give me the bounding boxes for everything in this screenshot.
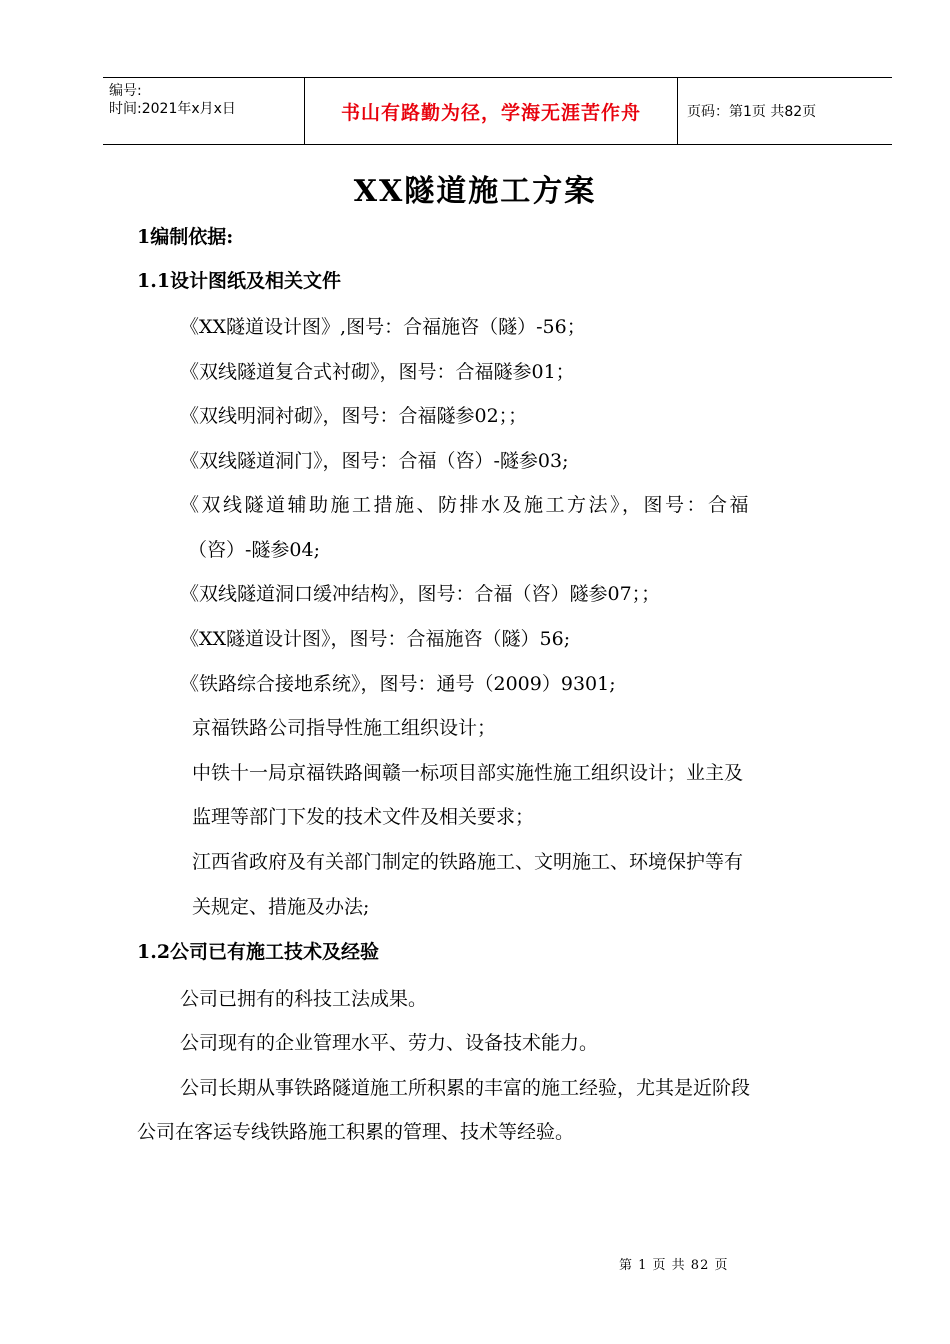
document-title: XX隧道施工方案 xyxy=(353,174,597,209)
paragraph-line: 公司长期从事铁路隧道施工所积累的丰富的施工经验，尤其是近阶段 xyxy=(180,1077,751,1099)
list-item-continued: 监理等部门下发的技术文件及相关要求； xyxy=(192,806,535,828)
list-item-continued: 关规定、措施及办法; xyxy=(192,896,370,918)
document-header xyxy=(103,77,892,145)
list-item: 《双线隧道复合式衬砌》，图号：合福隧参01； xyxy=(180,361,575,383)
number-label: 编号: xyxy=(109,83,142,99)
paragraph-line: 公司现有的企业管理水平、劳力、设备技术能力。 xyxy=(180,1032,599,1054)
list-item: 《双线明洞衬砌》，图号：合福隧参02；； xyxy=(180,405,528,427)
list-item-continued: （咨）-隧参04; xyxy=(188,539,320,561)
list-item: 《XX隧道设计图》，图号：合福施咨（隧）56; xyxy=(180,628,571,650)
subsection-heading: 1.2公司已有施工技术及经验 xyxy=(137,941,380,963)
list-item: 京福铁路公司指导性施工组织设计； xyxy=(192,717,497,739)
list-item: 江西省政府及有关部门制定的铁路施工、文明施工、环境保护等有 xyxy=(192,851,744,873)
list-item: 《双线隧道辅助施工措施、防排水及施工方法》，图号：合福 xyxy=(180,494,752,516)
time-label: 时间:2021年x月x日 xyxy=(109,101,236,117)
paragraph-line: 公司已拥有的科技工法成果。 xyxy=(180,988,428,1010)
page-footer: 第 1 页 共 82 页 xyxy=(619,1258,729,1273)
list-item: 《XX隧道设计图》,图号：合福施咨（隧）-56； xyxy=(180,316,586,338)
list-item: 《双线隧道洞门》，图号：合福（咨）-隧参03; xyxy=(180,450,569,472)
subsection-heading: 1.1设计图纸及相关文件 xyxy=(137,270,342,292)
paragraph-line: 公司在客运专线铁路施工积累的管理、技术等经验。 xyxy=(137,1121,575,1143)
header-divider xyxy=(677,78,678,144)
list-item: 《双线隧道洞口缓冲结构》，图号：合福（咨）隧参07；； xyxy=(180,583,661,605)
section-heading: 1编制依据: xyxy=(137,226,234,248)
header-motto: 书山有路勤为径，学海无涯苦作舟 xyxy=(340,101,641,124)
header-page-number: 页码：第1页 共82页 xyxy=(687,104,817,120)
header-meta xyxy=(109,82,236,118)
list-item: 中铁十一局京福铁路闽赣一标项目部实施性施工组织设计；业主及 xyxy=(192,762,744,784)
list-item: 《铁路综合接地系统》，图号：通号（2009）9301; xyxy=(180,673,616,695)
